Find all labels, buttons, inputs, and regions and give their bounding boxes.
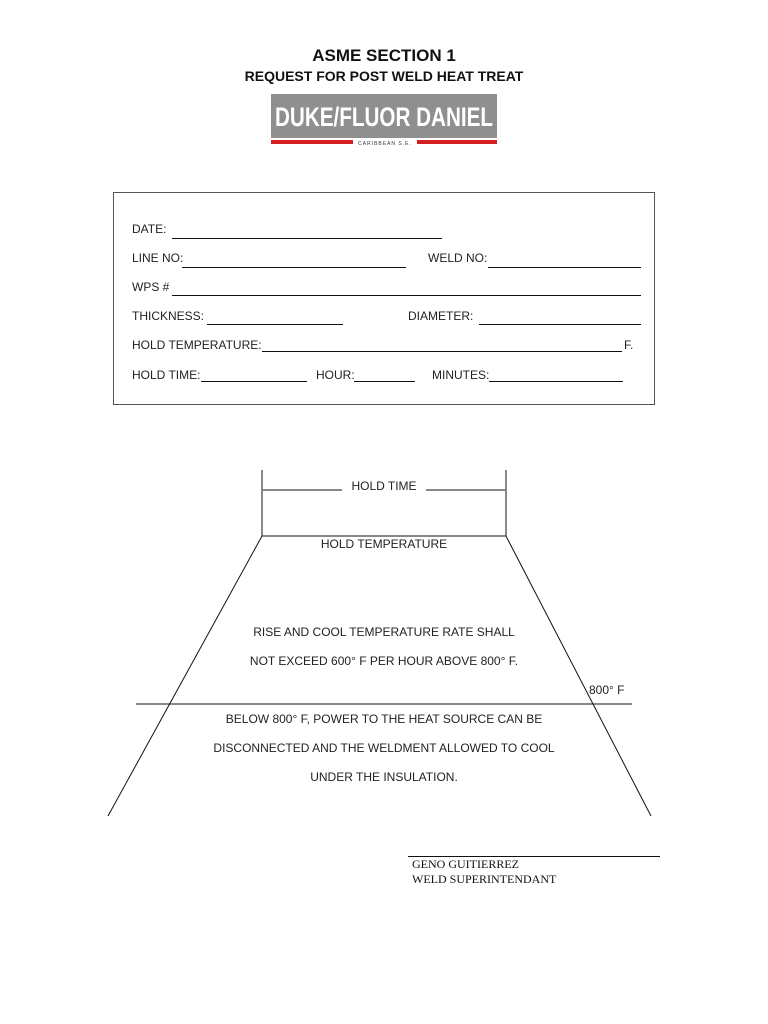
signatory-title: WELD SUPERINTENDANT [412,872,557,886]
hold-time-caption: HOLD TIME [351,479,417,493]
below-note-line3: UNDER THE INSULATION. [310,770,458,784]
hold-temperature-caption: HOLD TEMPERATURE [320,537,448,551]
logo-tagline: CARIBBEAN S.E. [358,141,412,147]
weld-no-label: WELD NO: [428,251,488,265]
signatory-name: GENO GUITIERREZ [412,857,519,871]
below-note-line2: DISCONNECTED AND THE WELDMENT ALLOWED TO COOL [213,741,555,755]
rate-note-line2: NOT EXCEED 600° F PER HOUR ABOVE 800° F. [249,654,519,668]
logo-text: DUKE/FLUOR DANIEL [275,102,493,132]
below-note-line1: BELOW 800° F, POWER TO THE HEAT SOURCE CAN BE [225,712,543,726]
threshold-label: 800° F [589,683,625,697]
document-title: ASME SECTION 1 [312,46,456,65]
wps-label: WPS # [132,280,170,294]
hold-temperature-unit: F. [624,338,634,352]
hour-label: HOUR: [316,368,355,382]
minutes-label: MINUTES: [432,368,490,382]
hold-time-label: HOLD TIME: [132,368,201,382]
date-label: DATE: [132,222,167,236]
thickness-label: THICKNESS: [132,309,205,323]
line-no-label: LINE NO: [132,251,184,265]
rate-note-line1: RISE AND COOL TEMPERATURE RATE SHALL [253,625,515,639]
document-subtitle: REQUEST FOR POST WELD HEAT TREAT [244,68,524,84]
hold-temperature-label: HOLD TEMPERATURE: [132,338,262,352]
diameter-label: DIAMETER: [408,309,474,323]
